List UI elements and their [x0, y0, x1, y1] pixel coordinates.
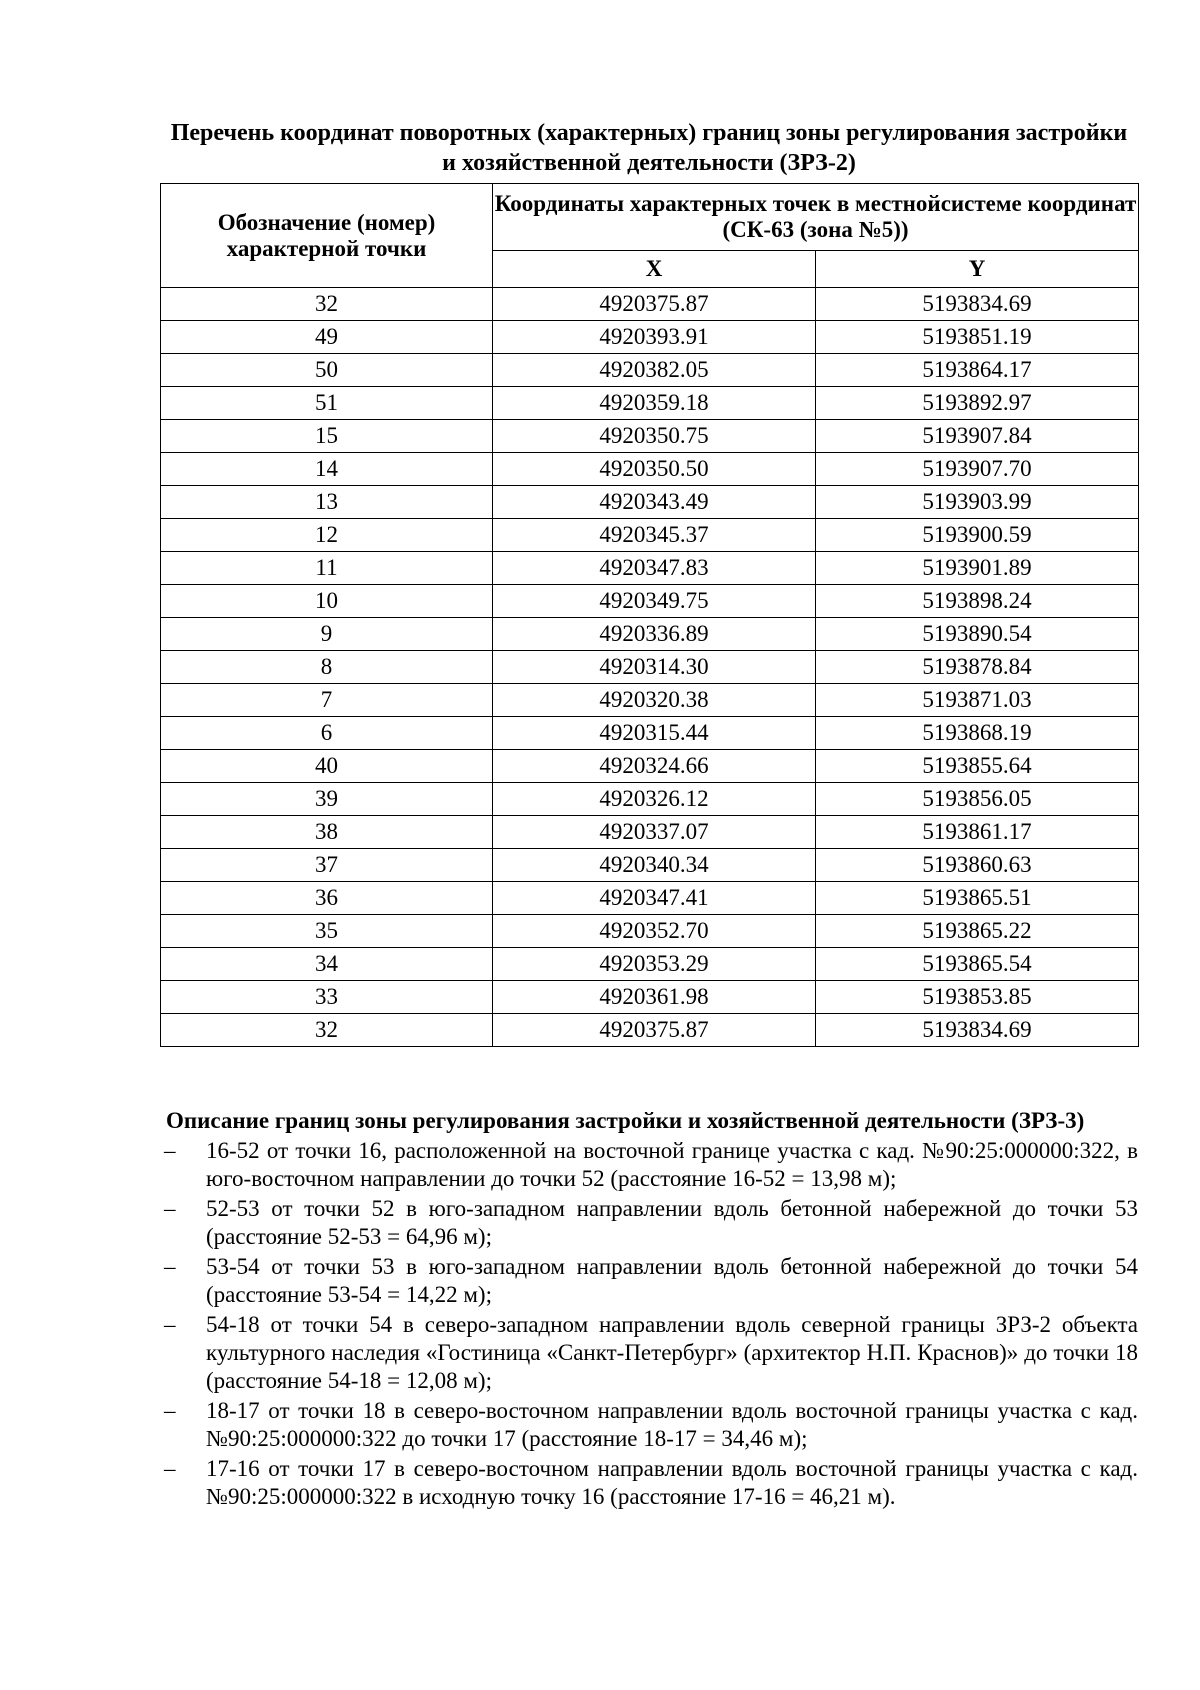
list-item-text: 53-54 от точки 53 в юго-западном направлении вдоль бетонной набережной до точки 54 (расстояние 53-54 = 14,22 м);: [206, 1254, 1138, 1307]
list-item-text: 16-52 от точки 16, расположенной на восточной границе участка с кад. №90:25:000000:322, в юго-восточном направлении до точки 52 (расстояние 16-52 = 13,98 м);: [206, 1138, 1138, 1191]
bullet-dash: –: [164, 1254, 176, 1279]
cell-y: 5193834.69: [816, 1014, 1139, 1047]
cell-point: 49: [161, 321, 493, 354]
cell-y: 5193868.19: [816, 717, 1139, 750]
bullet-dash: –: [164, 1398, 176, 1423]
list-item-text: 17-16 от точки 17 в северо-восточном направлении вдоль восточной границы участка с кад. №90:25:000000:322 в исходную точку 16 (расстояние 17-16 = 46,21 м).: [206, 1456, 1138, 1509]
cell-point: 36: [161, 882, 493, 915]
table-row: [161, 915, 1139, 948]
cell-x: 4920361.98: [493, 981, 816, 1014]
table-row: [161, 684, 1139, 717]
cell-y: 5193907.70: [816, 453, 1139, 486]
title-line-1: Перечень координат поворотных (характерных) границ зоны регулирования застройки: [170, 120, 1128, 146]
cell-point: 32: [161, 288, 493, 321]
cell-x: 4920320.38: [493, 684, 816, 717]
table-row: [161, 585, 1139, 618]
cell-y: 5193860.63: [816, 849, 1139, 882]
bullet-dash: –: [164, 1196, 176, 1221]
cell-point: 32: [161, 1014, 493, 1047]
cell-y: 5193864.17: [816, 354, 1139, 387]
cell-y: 5193855.64: [816, 750, 1139, 783]
cell-point: 40: [161, 750, 493, 783]
cell-point: 33: [161, 981, 493, 1014]
coords-header: Координаты характерных точек в местнойсистеме координат (СК-63 (зона №5)): [493, 184, 1139, 251]
cell-x: 4920359.18: [493, 387, 816, 420]
cell-y: 5193901.89: [816, 552, 1139, 585]
cell-x: 4920347.41: [493, 882, 816, 915]
cell-y: 5193890.54: [816, 618, 1139, 651]
cell-point: 14: [161, 453, 493, 486]
cell-point: 34: [161, 948, 493, 981]
cell-point: 15: [161, 420, 493, 453]
cell-point: 9: [161, 618, 493, 651]
cell-y: 5193871.03: [816, 684, 1139, 717]
cell-y: 5193892.97: [816, 387, 1139, 420]
cell-x: 4920353.29: [493, 948, 816, 981]
cell-point: 50: [161, 354, 493, 387]
cell-x: 4920314.30: [493, 651, 816, 684]
table-row: [161, 717, 1139, 750]
cell-y: 5193900.59: [816, 519, 1139, 552]
table-row: [161, 618, 1139, 651]
cell-y: 5193878.84: [816, 651, 1139, 684]
bullet-dash: –: [164, 1456, 176, 1481]
table-row: [161, 288, 1139, 321]
cell-point: 11: [161, 552, 493, 585]
cell-point: 12: [161, 519, 493, 552]
table-row: [161, 552, 1139, 585]
cell-y: 5193851.19: [816, 321, 1139, 354]
cell-y: 5193865.51: [816, 882, 1139, 915]
cell-y: 5193856.05: [816, 783, 1139, 816]
table-row: [161, 981, 1139, 1014]
table-row: [161, 354, 1139, 387]
cell-x: 4920315.44: [493, 717, 816, 750]
table-row: [161, 750, 1139, 783]
table-row: [161, 816, 1139, 849]
coordinates-table-body: [161, 288, 1139, 1047]
list-item: [160, 1195, 1138, 1251]
cell-x: 4920336.89: [493, 618, 816, 651]
cell-y: 5193853.85: [816, 981, 1139, 1014]
list-item: [160, 1311, 1138, 1395]
cell-y: 5193898.24: [816, 585, 1139, 618]
list-item: [160, 1253, 1138, 1309]
table-row: [161, 420, 1139, 453]
cell-x: 4920343.49: [493, 486, 816, 519]
cell-y: 5193861.17: [816, 816, 1139, 849]
cell-x: 4920375.87: [493, 1014, 816, 1047]
cell-y: 5193903.99: [816, 486, 1139, 519]
bullet-dash: –: [164, 1138, 176, 1163]
cell-point: 39: [161, 783, 493, 816]
table-row: [161, 948, 1139, 981]
cell-point: 8: [161, 651, 493, 684]
list-item-text: 52-53 от точки 52 в юго-западном направлении вдоль бетонной набережной до точки 53 (расстояние 52-53 = 64,96 м);: [206, 1196, 1138, 1249]
col-y-header: Y: [816, 251, 1139, 288]
page-title: [160, 118, 1138, 178]
cell-x: 4920324.66: [493, 750, 816, 783]
col-point-header: Обозначение (номер) характерной точки: [161, 184, 493, 288]
list-item: [160, 1397, 1138, 1453]
table-row: [161, 519, 1139, 552]
table-row: [161, 882, 1139, 915]
cell-x: 4920375.87: [493, 288, 816, 321]
table-row: [161, 849, 1139, 882]
cell-y: 5193865.54: [816, 948, 1139, 981]
cell-y: 5193907.84: [816, 420, 1139, 453]
cell-x: 4920337.07: [493, 816, 816, 849]
cell-x: 4920382.05: [493, 354, 816, 387]
cell-y: 5193865.22: [816, 915, 1139, 948]
section-title: Описание границ зоны регулирования застройки и хозяйственной деятельности (ЗРЗ-3): [166, 1108, 1085, 1133]
coordinates-table: [160, 183, 1139, 1047]
zrz3-description-section: [160, 1107, 1138, 1513]
cell-point: 13: [161, 486, 493, 519]
table-row: [161, 651, 1139, 684]
table-row: [161, 321, 1139, 354]
table-row: [161, 387, 1139, 420]
table-row: [161, 783, 1139, 816]
cell-x: 4920393.91: [493, 321, 816, 354]
list-item: [160, 1455, 1138, 1511]
title-line-2: и хозяйственной деятельности (ЗРЗ-2): [442, 150, 856, 176]
cell-x: 4920326.12: [493, 783, 816, 816]
cell-point: 10: [161, 585, 493, 618]
cell-x: 4920340.34: [493, 849, 816, 882]
cell-point: 51: [161, 387, 493, 420]
cell-point: 38: [161, 816, 493, 849]
cell-point: 6: [161, 717, 493, 750]
list-item: [160, 1137, 1138, 1193]
list-item-text: 18-17 от точки 18 в северо-восточном направлении вдоль восточной границы участка с кад. №90:25:000000:322 до точки 17 (расстояние 18-17 = 34,46 м);: [206, 1398, 1138, 1451]
cell-x: 4920350.50: [493, 453, 816, 486]
col-x-header: X: [493, 251, 816, 288]
cell-point: 35: [161, 915, 493, 948]
table-row: [161, 1014, 1139, 1047]
cell-x: 4920349.75: [493, 585, 816, 618]
list-item-text: 54-18 от точки 54 в северо-западном направлении вдоль северной границы ЗРЗ-2 объекта культурного наследия «Гостиница «Санкт-Петербург» (архитектор Н.П. Краснов)» до точки 18 (расстояние 54-18 = 12,08 м);: [206, 1312, 1138, 1393]
cell-point: 7: [161, 684, 493, 717]
boundary-description-list: [160, 1137, 1138, 1511]
cell-y: 5193834.69: [816, 288, 1139, 321]
table-row: [161, 453, 1139, 486]
bullet-dash: –: [164, 1312, 176, 1337]
cell-x: 4920347.83: [493, 552, 816, 585]
cell-x: 4920352.70: [493, 915, 816, 948]
table-row: [161, 486, 1139, 519]
cell-point: 37: [161, 849, 493, 882]
cell-x: 4920345.37: [493, 519, 816, 552]
cell-x: 4920350.75: [493, 420, 816, 453]
